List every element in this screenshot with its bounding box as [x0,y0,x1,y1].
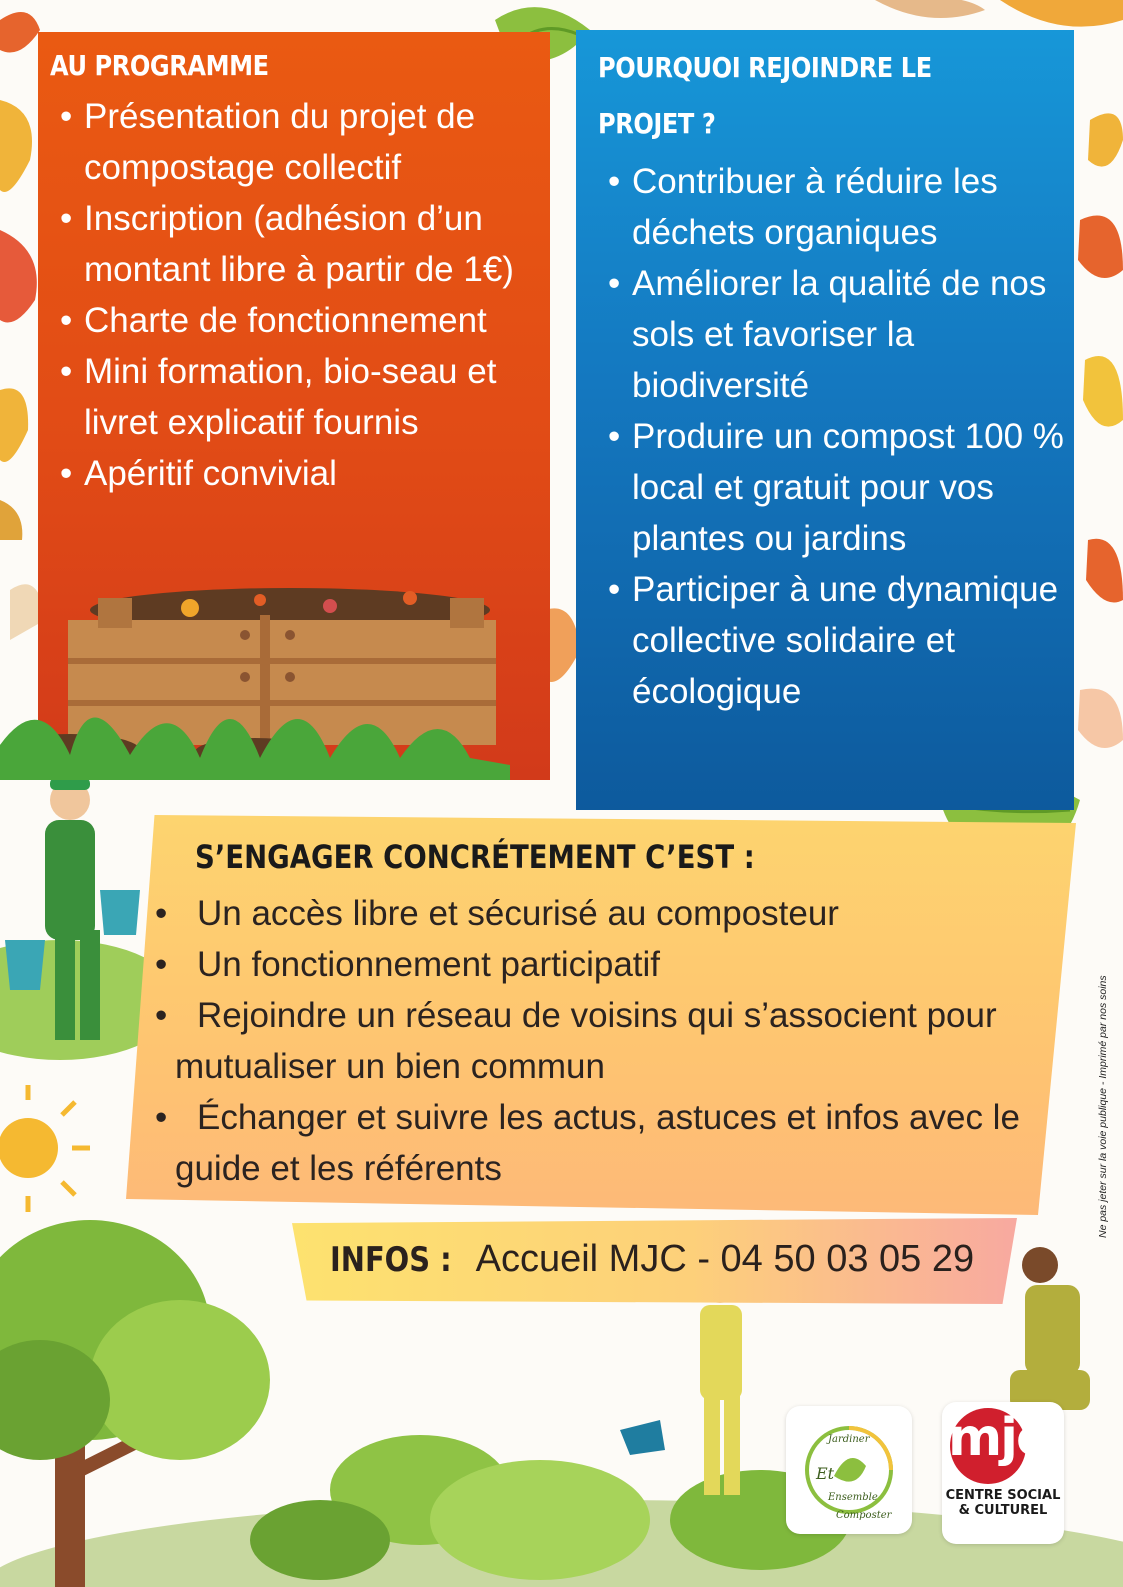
mjc-caption [942,1488,1064,1518]
why-title: POURQUOI REJOINDRE LE PROJET ? [598,51,932,140]
list-item: • Inscription (adhésion d’un montant libre à partir de 1€) [50,193,540,295]
jec-word-1: Jardiner [828,1434,870,1445]
jardiner-ensemble-logo [786,1406,912,1534]
list-item: • Mini formation, bio-seau et livret explicatif fournis [50,346,540,448]
infos-contact: Accueil MJC - 04 50 03 05 29 [475,1238,975,1280]
list-item: • Un fonctionnement participatif [155,939,1035,990]
infos-label: INFOS : [330,1240,452,1280]
mjc-caption-line2: & CULTUREL [958,1503,1048,1518]
why-list [598,156,1068,717]
list-item: • Améliorer la qualité de nos sols et favoriser la biodiversité [598,258,1068,411]
list-item: • Contribuer à réduire les déchets organiques [598,156,1068,258]
why-join-panel [576,30,1074,810]
list-item: • Échanger et suivre les actus, astuces et infos avec le guide et les référents [155,1092,1035,1194]
mjc-caption-line1: CENTRE SOCIAL [945,1488,1061,1503]
jec-word-2: Et [816,1464,835,1483]
jec-word-4: Composter [836,1510,892,1521]
compost-bin-illustration [0,580,560,790]
mjc-wordmark [948,1408,1045,1468]
list-item: • Apéritif convivial [50,448,540,499]
mjc-word: mjc [948,1408,1045,1468]
programme-title: AU PROGRAMME [50,49,269,82]
list-item: • Présentation du projet de compostage collectif [50,91,540,193]
engagement-list [155,888,1035,1194]
side-legal-note: Ne pas jeter sur la voie publique - Imprimé par nos soins [1097,975,1109,1238]
list-item: • Participer à une dynamique collective solidaire et écologique [598,564,1068,717]
programme-list [50,91,540,499]
list-item: • Charte de fonctionnement [50,295,540,346]
engagement-title: S’ENGAGER CONCRÉTEMENT C’EST : [195,838,755,876]
list-item: • Produire un compost 100 % local et gratuit pour vos plantes ou jardins [598,411,1068,564]
list-item: • Rejoindre un réseau de voisins qui s’associent pour mutualiser un bien commun [155,990,1035,1092]
list-item: • Un accès libre et sécurisé au composteur [155,888,1035,939]
infos-line [330,1238,974,1281]
jec-word-3: Ensemble [828,1492,878,1503]
